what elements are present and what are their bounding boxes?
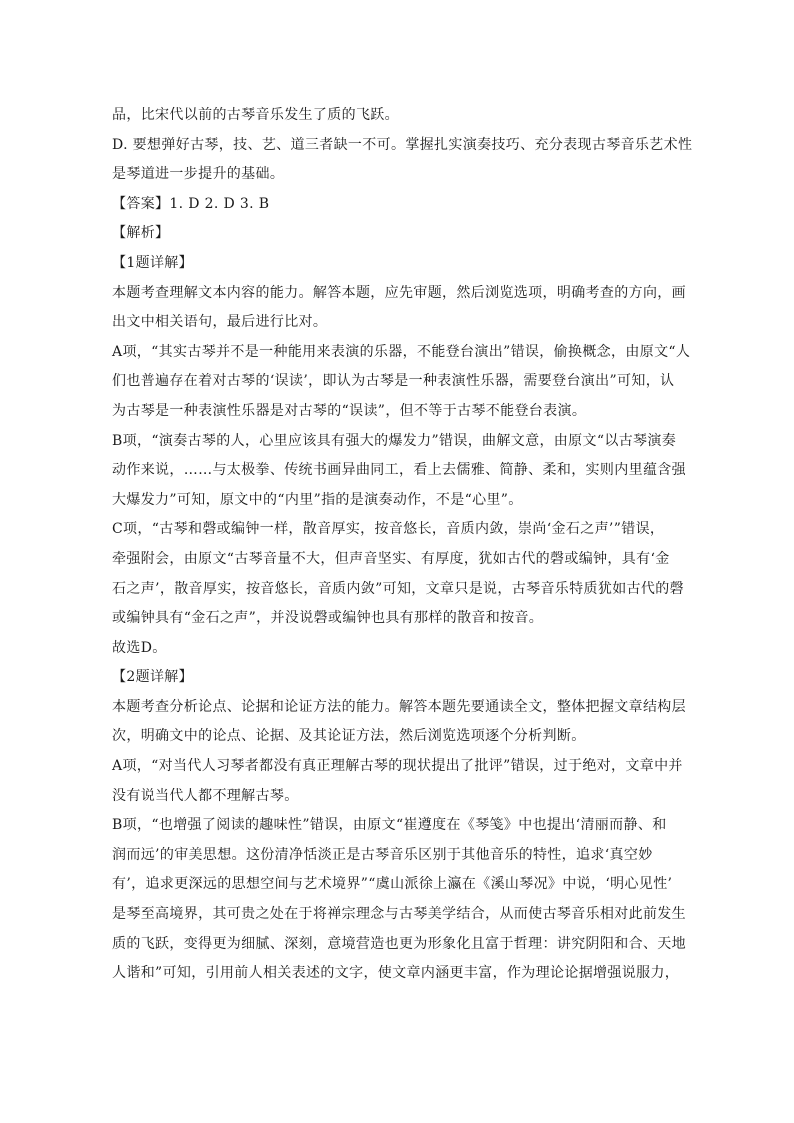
- text-line: 为古琴是一种表演性乐器是对古琴的“误读”，但不等于古琴不能登台表演。: [112, 402, 587, 419]
- text-line: 质的飞跃，变得更为细腻、深刻，意境营造也更为形象化且富于哲理：讲究阴阳和合、天地: [112, 935, 686, 952]
- text-line: 是琴道进一步提升的基础。: [112, 166, 285, 183]
- text-line: 润而远’的审美思想。这份清净恬淡正是古琴音乐区别于其他音乐的特性，追求‘真空妙: [112, 846, 653, 863]
- text-line: A项，“对当代人习琴者都没有真正理解古琴的现状提出了批评”错误，过于绝对，文章中并: [112, 758, 683, 775]
- text-line: B项，“演奏古琴的人，心里应该具有强大的爆发力”错误，曲解文意，由原文“以古琴演奏: [112, 432, 677, 449]
- text-line: 故选D。: [112, 639, 167, 656]
- text-line: 们也普遍存在着对古琴的‘误读’，即认为古琴是一种表演性乐器，需要登台演出”可知，认: [112, 373, 675, 390]
- section-heading: 【解析】: [112, 225, 170, 242]
- section-heading: 【2题详解】: [112, 669, 194, 686]
- text-line: A项，“其实古琴并不是一种能用来表演的乐器，不能登台演出”错误，偷换概念，由原文“人: [112, 343, 691, 360]
- text-line: 出文中相关语句，最后进行比对。: [112, 314, 328, 331]
- text-line: B项，“也增强了阅读的趣味性”错误，由原文“崔遵度在《琴笺》中也提出‘清丽而静、和: [112, 817, 667, 834]
- answer-line: 【答案】1. D 2. D 3. B: [112, 195, 270, 212]
- text-line: 本题考查理解文本内容的能力。解答本题，应先审题，然后浏览选项，明确考查的方向，画: [112, 284, 686, 301]
- text-line: 没有说当代人都不理解古琴。: [112, 787, 299, 804]
- text-line: 大爆发力”可知，原文中的“内里”指的是演奏动作，不是“心里”。: [112, 491, 523, 508]
- document-body: [112, 101, 693, 989]
- text-line: 本题考查分析论点、论据和论证方法的能力。解答本题先要通读全文，整体把握文章结构层: [112, 698, 686, 715]
- text-line: 是琴至高境界，其可贵之处在于将禅宗理念与古琴美学结合，从而使古琴音乐相对此前发生: [112, 906, 686, 923]
- text-line: 品，比宋代以前的古琴音乐发生了质的飞跃。: [112, 107, 399, 123]
- section-heading: 【1题详解】: [112, 254, 194, 271]
- text-line: D. 要想弹好古琴，技、艺、道三者缺一不可。掌握扎实演奏技巧、充分表现古琴音乐艺术性: [112, 136, 693, 153]
- text-line: C项，“古琴和磬或编钟一样，散音厚实，按音悠长，音质内敛，崇尚‘金石之声’”错误，: [112, 521, 665, 538]
- text-line: 石之声’，散音厚实，按音悠长，音质内敛”可知，文章只是说，古琴音乐特质犹如古代的磬: [112, 580, 684, 597]
- text-line: 牵强附会，由原文“古琴音量不大，但声音坚实、有厚度，犹如古代的磬或编钟，具有‘金: [112, 550, 670, 567]
- text-line: 人谐和”可知，引用前人相关表述的文字，使文章内涵更丰富，作为理论论据增强说服力，: [112, 965, 680, 982]
- text-line: 或编钟具有“金石之声”，并没说磬或编钟也具有那样的散音和按音。: [112, 610, 544, 627]
- text-line: 动作来说，……与太极拳、传统书画异曲同工，看上去儒雅、简静、柔和，实则内里蕴含强: [112, 462, 686, 479]
- text-line: 次，明确文中的论点、论据、及其论证方法，然后浏览选项逐个分析判断。: [112, 728, 586, 745]
- text-line: 有’，追求更深远的思想空间与艺术境界”“虞山派徐上瀛在《溪山琴况》中说，‘明心见性’: [112, 876, 673, 893]
